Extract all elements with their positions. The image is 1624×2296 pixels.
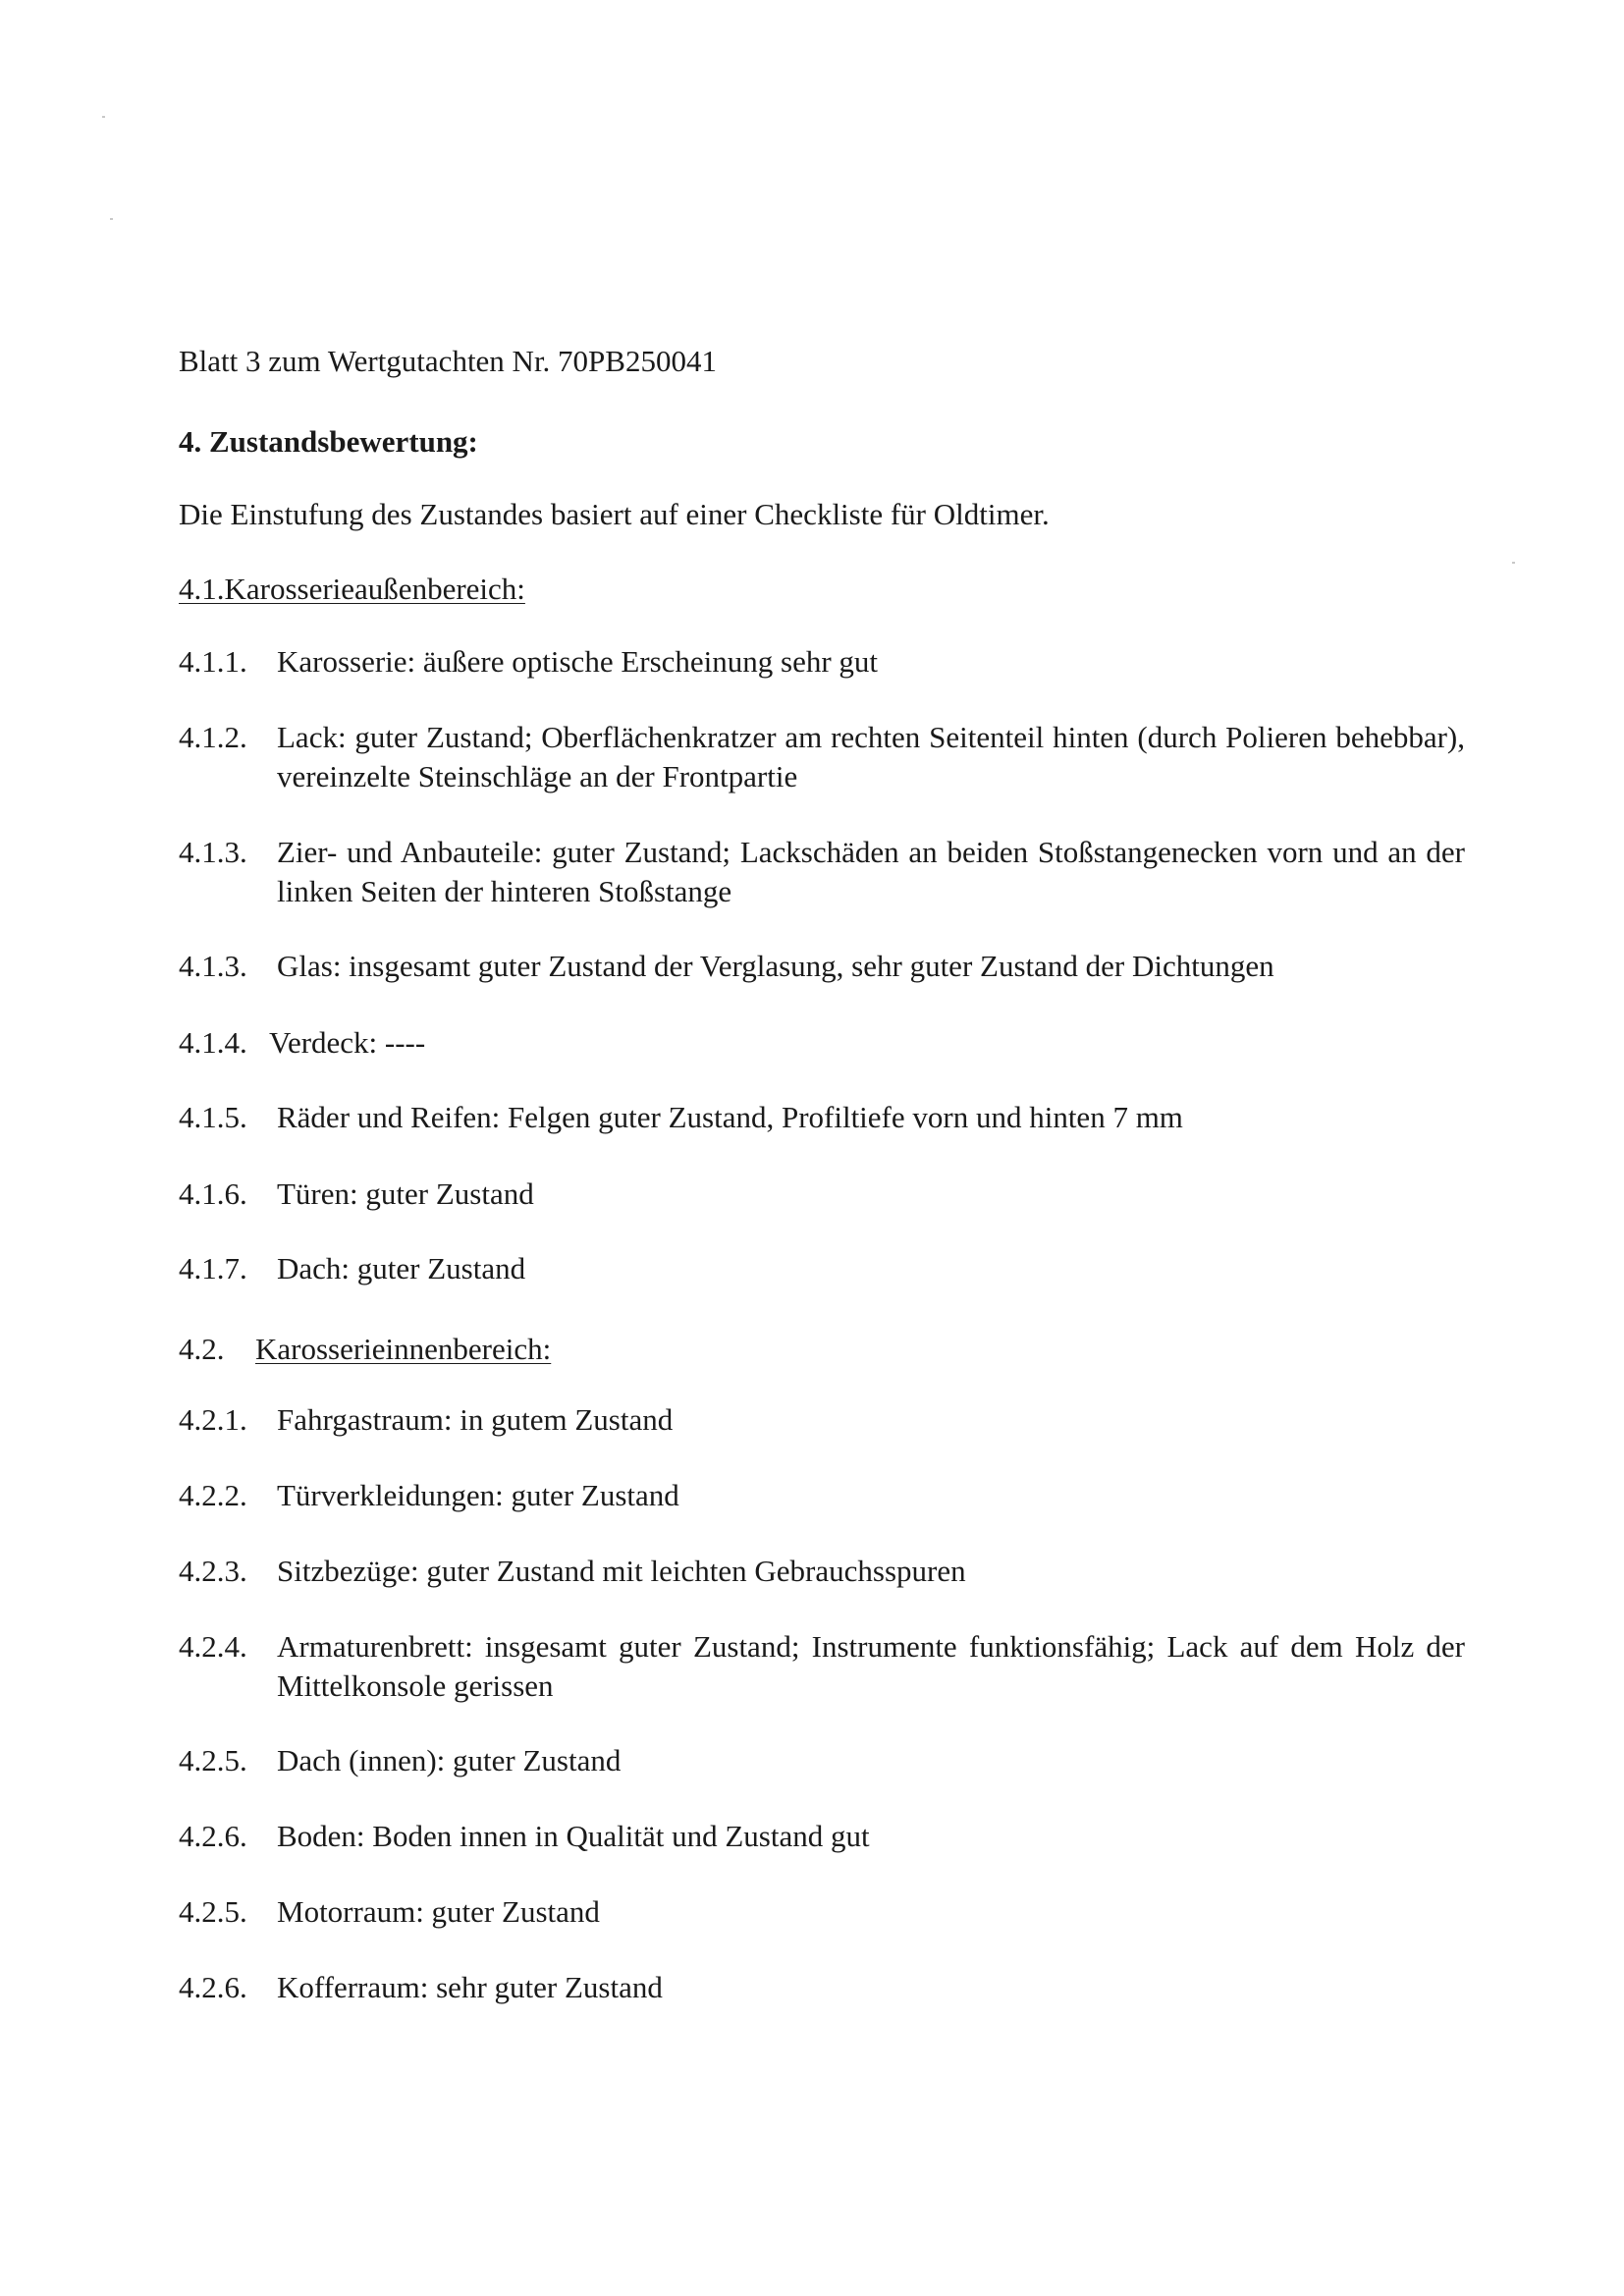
item-text: Zier- und Anbauteile: guter Zustand; Lackschäden an beiden Stoßstangenecken vorn und an der linken Seiten der hinteren Stoßstange [277,835,1465,908]
list-item [179,1175,1465,1214]
list-item [179,1023,1465,1063]
section-title: 4. Zustandsbewertung: [179,424,478,459]
item-number: 4.2.6. [179,1819,247,1853]
list-item [179,1817,1465,1856]
scan-speck [110,218,113,220]
list-item [179,1552,1465,1591]
item-number: 4.2.1. [179,1402,247,1437]
item-number: 4.2.3. [179,1554,247,1588]
item-text: Motorraum: guter Zustand [277,1894,600,1929]
item-number: 4.2.5. [179,1743,247,1777]
item-text: Dach: guter Zustand [277,1251,526,1285]
item-number: 4.2.2. [179,1478,247,1512]
item-number: 4.2.4. [179,1629,247,1664]
list-item [179,947,1465,986]
item-text: Türen: guter Zustand [277,1176,534,1211]
item-number: 4.2.6. [179,1970,247,2004]
item-text: Fahrgastraum: in gutem Zustand [277,1402,674,1437]
item-number: 4.1.7. [179,1251,247,1285]
item-number: 4.1.1. [179,644,247,679]
list-item [179,718,1465,796]
list-item [179,1968,1465,2007]
list-item [179,642,1465,682]
item-number: 4.2.5. [179,1894,247,1929]
item-text: Türverkleidungen: guter Zustand [277,1478,679,1512]
item-text: Sitzbezüge: guter Zustand mit leichten Gebrauchsspuren [277,1554,966,1588]
item-number: 4.1.5. [179,1100,247,1134]
item-text: Boden: Boden innen in Qualität und Zustand gut [277,1819,870,1853]
list-item [179,1892,1465,1932]
list-item [179,1476,1465,1515]
interior-number: 4.2. [179,1332,225,1366]
list-item [179,1098,1465,1137]
sheet-reference: Blatt 3 zum Wertgutachten Nr. 70PB250041 [179,344,717,378]
item-text: Verdeck: ---- [269,1025,426,1060]
item-number: 4.1.2. [179,720,247,754]
scan-speck [102,116,105,118]
list-item [179,1400,1465,1440]
interior-heading-row [179,1334,551,1364]
item-text: Dach (innen): guter Zustand [277,1743,622,1777]
item-number: 4.1.4. [179,1025,247,1060]
list-item [179,1741,1465,1780]
scan-speck [1512,562,1515,564]
item-text: Armaturenbrett: insgesamt guter Zustand; Instrumente funktionsfähig; Lack auf dem Holz der Mittelkonsole gerissen [277,1629,1465,1703]
interior-heading: Karosserieinnenbereich: [255,1332,552,1366]
list-item [179,1627,1465,1706]
exterior-heading: 4.1.Karosserieaußenbereich: [179,572,525,606]
item-text: Lack: guter Zustand; Oberflächenkratzer am rechten Seitenteil hinten (durch Polieren behebbar), vereinzelte Steinschläge an der Frontpartie [277,720,1465,793]
item-number: 4.1.3. [179,835,247,869]
item-text: Kofferraum: sehr guter Zustand [277,1970,663,2004]
item-number: 4.1.3. [179,949,247,983]
list-item [179,833,1465,911]
item-text: Glas: insgesamt guter Zustand der Verglasung, sehr guter Zustand der Dichtungen [277,949,1274,983]
list-item [179,1249,1465,1288]
item-text: Karosserie: äußere optische Erscheinung sehr gut [277,644,879,679]
item-text: Räder und Reifen: Felgen guter Zustand, Profiltiefe vorn und hinten 7 mm [277,1100,1183,1134]
section-intro: Die Einstufung des Zustandes basiert auf einer Checkliste für Oldtimer. [179,497,1050,531]
item-number: 4.1.6. [179,1176,247,1211]
